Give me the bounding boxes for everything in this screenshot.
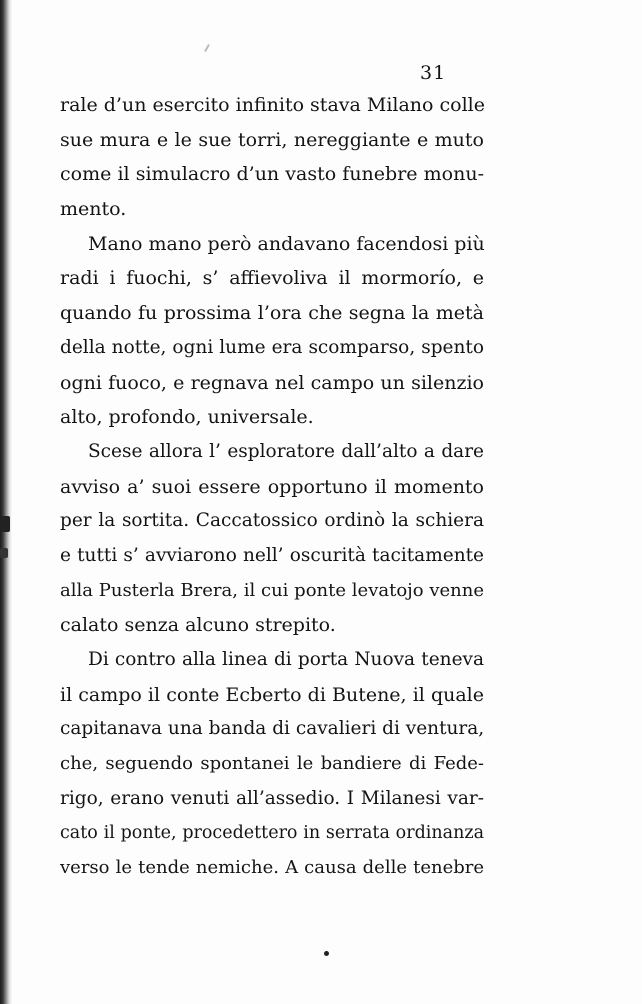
text-line: calato senza alcuno strepito.: [60, 614, 336, 637]
text-line: della notte, ogni lume era scomparso, spento: [60, 336, 484, 358]
text-line: rale d’un esercito infinito stava Milano colle: [60, 94, 485, 116]
text-line: alla Pusterla Brera, il cui ponte levatojo venne: [60, 579, 484, 601]
text-line: radi i fuochi, s’ affievoliva il mormorío, e: [60, 267, 484, 290]
binding-mark: [0, 516, 10, 532]
text-line: Mano mano però andavano facendosi più: [88, 232, 485, 255]
text-line: avviso a’ suoi essere opportuno il momento: [60, 475, 484, 498]
binding-edge: [0, 0, 12, 1004]
text-line: Scese allora l’ esploratore dall’alto a dare: [88, 440, 484, 462]
text-line: il campo il conte Ecberto di Butene, il quale: [60, 683, 484, 706]
text-line: per la sortita. Caccatossico ordinò la schiera: [60, 510, 484, 532]
text-line: capitanava una banda di cavalieri di ventura,: [60, 718, 485, 740]
body-text: [60, 88, 484, 886]
text-line: Di contro alla linea di porta Nuova teneva: [88, 649, 484, 670]
text-line: verso le tende nemiche. A causa delle tenebre: [60, 857, 484, 879]
text-line: quando fu prossima l’ora che segna la metà: [60, 302, 484, 325]
binding-mark: [0, 548, 8, 558]
page-number: 31: [420, 62, 447, 84]
text-line: che, seguendo spontanei le bandiere di Fede-: [60, 753, 484, 775]
text-line: rigo, erano venuti all’assedio. I Milanesi var-: [60, 787, 484, 809]
text-line: cato il ponte, procedettero in serrata ordinanza: [60, 823, 484, 844]
text-line: ogni fuoco, e regnava nel campo un silenzio: [60, 371, 484, 394]
text-line: e tutti s’ avviarono nell’ oscurità tacitamente: [60, 544, 484, 566]
text-line: mento.: [60, 198, 127, 221]
text-line: alto, profondo, universale.: [60, 406, 314, 429]
ink-speck: [324, 951, 329, 956]
text-line: come il simulacro d’un vasto funebre monu-: [60, 163, 484, 186]
paper-mark: [204, 44, 210, 52]
text-line: sue mura e le sue torri, nereggiante e muto: [60, 128, 484, 151]
